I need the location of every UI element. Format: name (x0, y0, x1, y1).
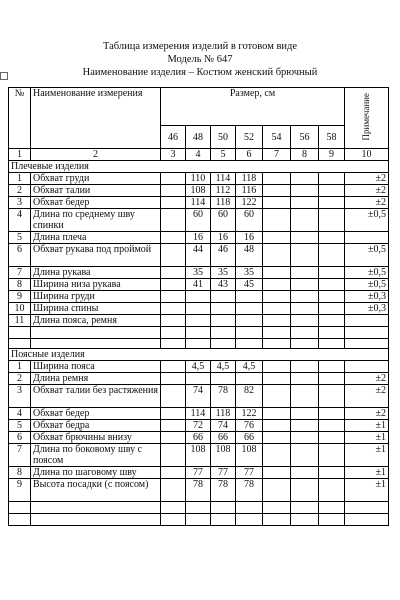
table-row (9, 385, 389, 408)
column-index: 1 (9, 149, 31, 161)
tolerance-note: ±2 (345, 197, 389, 209)
size-value (263, 420, 291, 432)
size-value (263, 279, 291, 291)
size-value (236, 291, 263, 303)
tolerance-note (345, 361, 389, 373)
tolerance-note: ±0,5 (345, 279, 389, 291)
size-header-58: 58 (319, 126, 345, 149)
size-value: 108 (186, 444, 211, 467)
size-value (319, 173, 345, 185)
table-row (9, 244, 389, 267)
empty-row (9, 514, 389, 526)
empty-cell (263, 339, 291, 349)
size-header-48: 48 (186, 126, 211, 149)
section-waist-items-label: Поясные изделия (9, 349, 389, 361)
row-number: 10 (9, 303, 31, 315)
col-size-header: Размер, см (161, 88, 345, 126)
empty-cell (31, 502, 161, 514)
size-value (161, 279, 186, 291)
size-value (161, 432, 186, 444)
measurement-name: Обхват бедер (31, 197, 161, 209)
section-waist-items (9, 349, 389, 361)
size-value: 66 (211, 432, 236, 444)
table-move-handle[interactable] (0, 72, 8, 80)
table-row (9, 197, 389, 209)
size-value: 76 (236, 420, 263, 432)
tolerance-note: ±0,3 (345, 303, 389, 315)
size-value (319, 185, 345, 197)
row-number: 3 (9, 385, 31, 408)
empty-cell (161, 327, 186, 339)
size-value: 78 (186, 479, 211, 502)
row-number: 9 (9, 479, 31, 502)
size-value: 108 (211, 444, 236, 467)
size-value (319, 432, 345, 444)
tolerance-note: ±1 (345, 479, 389, 502)
size-value (263, 291, 291, 303)
tolerance-note: ±2 (345, 373, 389, 385)
empty-cell (211, 327, 236, 339)
table-row (9, 173, 389, 185)
empty-cell (291, 514, 319, 526)
tolerance-note: ±0,5 (345, 244, 389, 267)
size-value (161, 303, 186, 315)
size-value (319, 315, 345, 327)
size-value: 60 (211, 209, 236, 232)
empty-cell (161, 339, 186, 349)
size-value (291, 315, 319, 327)
size-value: 35 (186, 267, 211, 279)
section-shoulder-items-label: Плечевые изделия (9, 161, 389, 173)
size-value (291, 197, 319, 209)
size-value (319, 408, 345, 420)
size-value (161, 385, 186, 408)
col-name-header: Наименование измерения (31, 88, 161, 149)
size-value: 118 (236, 173, 263, 185)
empty-cell (263, 502, 291, 514)
size-value: 4,5 (186, 361, 211, 373)
column-index: 5 (211, 149, 236, 161)
size-value (263, 244, 291, 267)
size-value (263, 267, 291, 279)
table-row (9, 232, 389, 244)
size-value (319, 291, 345, 303)
size-value (211, 373, 236, 385)
size-value (211, 291, 236, 303)
row-number: 2 (9, 373, 31, 385)
size-value (319, 279, 345, 291)
row-number: 11 (9, 315, 31, 327)
size-value: 41 (186, 279, 211, 291)
size-value (319, 385, 345, 408)
column-index: 4 (186, 149, 211, 161)
tolerance-note: ±1 (345, 467, 389, 479)
column-index: 10 (345, 149, 389, 161)
measurement-name: Длина по шаговому шву (31, 467, 161, 479)
column-index: 2 (31, 149, 161, 161)
size-value (161, 315, 186, 327)
row-number: 3 (9, 197, 31, 209)
measurement-name: Ширина пояса (31, 361, 161, 373)
size-value (263, 173, 291, 185)
size-header-54: 54 (263, 126, 291, 149)
row-number: 6 (9, 244, 31, 267)
size-value (186, 303, 211, 315)
size-value (161, 173, 186, 185)
tolerance-note: ±0,5 (345, 267, 389, 279)
size-value (186, 291, 211, 303)
row-number: 2 (9, 185, 31, 197)
row-number: 9 (9, 291, 31, 303)
measurement-name: Обхват бедер (31, 408, 161, 420)
empty-cell (236, 502, 263, 514)
size-value: 78 (211, 479, 236, 502)
size-value (161, 420, 186, 432)
empty-row (9, 502, 389, 514)
doc-title: Таблица измерения изделий в готовом виде (102, 41, 298, 52)
empty-cell (345, 339, 389, 349)
tolerance-note: ±1 (345, 432, 389, 444)
size-value: 44 (186, 244, 211, 267)
size-value: 72 (186, 420, 211, 432)
size-value (161, 244, 186, 267)
table-row (9, 361, 389, 373)
size-value (319, 232, 345, 244)
size-value (263, 385, 291, 408)
row-number: 8 (9, 279, 31, 291)
size-value (319, 420, 345, 432)
tolerance-note: ±2 (345, 185, 389, 197)
size-value: 122 (236, 197, 263, 209)
size-value (291, 244, 319, 267)
empty-cell (31, 514, 161, 526)
size-value (319, 197, 345, 209)
empty-cell (211, 502, 236, 514)
empty-cell (345, 514, 389, 526)
table-row (9, 373, 389, 385)
size-value (263, 408, 291, 420)
empty-cell (161, 514, 186, 526)
column-index: 3 (161, 149, 186, 161)
size-value: 114 (186, 408, 211, 420)
measurement-name: Обхват брючины внизу (31, 432, 161, 444)
column-index: 7 (263, 149, 291, 161)
empty-cell (236, 514, 263, 526)
empty-cell (9, 514, 31, 526)
table-row (9, 420, 389, 432)
size-value (291, 373, 319, 385)
table-row (9, 479, 389, 502)
size-value: 108 (236, 444, 263, 467)
measurement-name: Длина плеча (31, 232, 161, 244)
size-value: 108 (186, 185, 211, 197)
size-value (236, 315, 263, 327)
size-value: 78 (236, 479, 263, 502)
size-value (291, 185, 319, 197)
empty-cell (236, 339, 263, 349)
size-value (319, 479, 345, 502)
measurement-name: Обхват талии без растяжения (31, 385, 161, 408)
empty-cell (31, 327, 161, 339)
size-value (263, 303, 291, 315)
size-value: 77 (186, 467, 211, 479)
size-value (211, 315, 236, 327)
column-index: 6 (236, 149, 263, 161)
size-header-46: 46 (161, 126, 186, 149)
row-number: 7 (9, 267, 31, 279)
size-value (291, 432, 319, 444)
tolerance-note: ±2 (345, 385, 389, 408)
size-value (291, 291, 319, 303)
size-value (161, 444, 186, 467)
size-value: 77 (211, 467, 236, 479)
measurement-name: Ширина груди (31, 291, 161, 303)
size-value (263, 315, 291, 327)
size-value (319, 361, 345, 373)
size-value (319, 303, 345, 315)
size-value (291, 385, 319, 408)
row-number: 1 (9, 361, 31, 373)
empty-row (9, 339, 389, 349)
size-value: 35 (236, 267, 263, 279)
size-value (319, 244, 345, 267)
size-value: 66 (236, 432, 263, 444)
measurement-name: Высота посадки (с поясом) (31, 479, 161, 502)
measurement-name: Обхват груди (31, 173, 161, 185)
table-row (9, 432, 389, 444)
table-row (9, 267, 389, 279)
row-number: 6 (9, 432, 31, 444)
model-number: Модель № 647 (167, 54, 233, 65)
empty-cell (161, 502, 186, 514)
tolerance-note: ±1 (345, 444, 389, 467)
size-value (263, 361, 291, 373)
product-name: Наименование изделия – Костюм женский брючный (82, 67, 318, 78)
size-value (263, 479, 291, 502)
measurement-name: Обхват рукава под проймой (31, 244, 161, 267)
tolerance-note: ±2 (345, 408, 389, 420)
empty-cell (345, 502, 389, 514)
size-value: 48 (236, 244, 263, 267)
size-value (263, 467, 291, 479)
section-shoulder-items (9, 161, 389, 173)
size-value: 110 (186, 173, 211, 185)
size-value (291, 173, 319, 185)
size-value (263, 209, 291, 232)
measurement-name: Длина пояса, ремня (31, 315, 161, 327)
empty-cell (263, 514, 291, 526)
empty-cell (291, 502, 319, 514)
table-row (9, 467, 389, 479)
size-value (161, 185, 186, 197)
size-value (161, 267, 186, 279)
size-value (161, 373, 186, 385)
empty-row (9, 327, 389, 339)
size-value: 45 (236, 279, 263, 291)
size-value (161, 291, 186, 303)
table-row (9, 315, 389, 327)
empty-cell (291, 339, 319, 349)
tolerance-note (345, 232, 389, 244)
row-number: 5 (9, 232, 31, 244)
size-value: 35 (211, 267, 236, 279)
table-row (9, 408, 389, 420)
size-value: 74 (211, 420, 236, 432)
table-row (9, 291, 389, 303)
empty-cell (9, 502, 31, 514)
measurement-name: Длина по боковому шву с поясом (31, 444, 161, 467)
empty-cell (31, 339, 161, 349)
size-value (161, 408, 186, 420)
size-value (263, 197, 291, 209)
row-number: 4 (9, 408, 31, 420)
measurement-name: Обхват бедра (31, 420, 161, 432)
empty-cell (345, 327, 389, 339)
tolerance-note: ±1 (345, 420, 389, 432)
size-value: 16 (236, 232, 263, 244)
empty-cell (211, 514, 236, 526)
size-value (291, 209, 319, 232)
measurement-name: Длина ремня (31, 373, 161, 385)
size-value (319, 267, 345, 279)
size-value (319, 444, 345, 467)
size-value: 74 (186, 385, 211, 408)
size-value: 66 (186, 432, 211, 444)
size-value (291, 232, 319, 244)
row-number: 5 (9, 420, 31, 432)
size-value: 46 (211, 244, 236, 267)
row-number: 4 (9, 209, 31, 232)
measurement-name: Ширина низа рукава (31, 279, 161, 291)
empty-cell (9, 327, 31, 339)
size-value (161, 232, 186, 244)
size-value: 114 (186, 197, 211, 209)
size-value: 116 (236, 185, 263, 197)
size-value (161, 209, 186, 232)
empty-cell (186, 327, 211, 339)
size-value (291, 479, 319, 502)
size-value: 4,5 (236, 361, 263, 373)
empty-cell (319, 514, 345, 526)
size-value (263, 373, 291, 385)
row-number: 1 (9, 173, 31, 185)
size-value (236, 373, 263, 385)
tolerance-note: ±0,3 (345, 291, 389, 303)
measurement-name: Длина по среднему шву спинки (31, 209, 161, 232)
empty-cell (186, 502, 211, 514)
column-index: 8 (291, 149, 319, 161)
size-value (291, 279, 319, 291)
size-value (291, 303, 319, 315)
size-header-52: 52 (236, 126, 263, 149)
size-value: 114 (211, 173, 236, 185)
measurement-name: Ширина спины (31, 303, 161, 315)
table-row (9, 444, 389, 467)
size-value: 16 (186, 232, 211, 244)
size-value (161, 467, 186, 479)
size-value: 118 (211, 197, 236, 209)
size-value: 122 (236, 408, 263, 420)
size-value: 77 (236, 467, 263, 479)
size-value: 16 (211, 232, 236, 244)
note-header-label: Примечание (361, 92, 372, 141)
size-value (263, 185, 291, 197)
size-value: 4,5 (211, 361, 236, 373)
size-value (291, 420, 319, 432)
size-value (186, 315, 211, 327)
measurement-name: Обхват талии (31, 185, 161, 197)
tolerance-note (345, 315, 389, 327)
empty-cell (319, 502, 345, 514)
size-value (236, 303, 263, 315)
size-value: 60 (236, 209, 263, 232)
column-index: 9 (319, 149, 345, 161)
size-header-50: 50 (211, 126, 236, 149)
size-value (263, 444, 291, 467)
table-row (9, 185, 389, 197)
col-number-header: № (9, 88, 31, 149)
size-value (161, 197, 186, 209)
measurement-table (8, 87, 389, 526)
size-value (291, 467, 319, 479)
col-note-header (345, 88, 389, 149)
empty-cell (236, 327, 263, 339)
tolerance-note: ±0,5 (345, 209, 389, 232)
empty-cell (186, 339, 211, 349)
empty-cell (211, 339, 236, 349)
size-value (291, 267, 319, 279)
size-value: 78 (211, 385, 236, 408)
empty-cell (291, 327, 319, 339)
size-value: 112 (211, 185, 236, 197)
size-value (161, 479, 186, 502)
size-value (319, 467, 345, 479)
size-value: 60 (186, 209, 211, 232)
size-value (319, 209, 345, 232)
size-value (211, 303, 236, 315)
empty-cell (263, 327, 291, 339)
row-number: 7 (9, 444, 31, 467)
size-value (291, 444, 319, 467)
size-value: 43 (211, 279, 236, 291)
empty-cell (319, 339, 345, 349)
empty-cell (319, 327, 345, 339)
size-value (161, 361, 186, 373)
size-value (291, 408, 319, 420)
empty-cell (9, 339, 31, 349)
empty-cell (186, 514, 211, 526)
size-value (319, 373, 345, 385)
size-value (263, 232, 291, 244)
size-value (291, 361, 319, 373)
size-header-56: 56 (291, 126, 319, 149)
table-row (9, 209, 389, 232)
size-value (186, 373, 211, 385)
table-row (9, 303, 389, 315)
size-value: 118 (211, 408, 236, 420)
table-row (9, 279, 389, 291)
row-number: 8 (9, 467, 31, 479)
measurement-name: Длина рукава (31, 267, 161, 279)
size-value: 82 (236, 385, 263, 408)
tolerance-note: ±2 (345, 173, 389, 185)
size-value (263, 432, 291, 444)
